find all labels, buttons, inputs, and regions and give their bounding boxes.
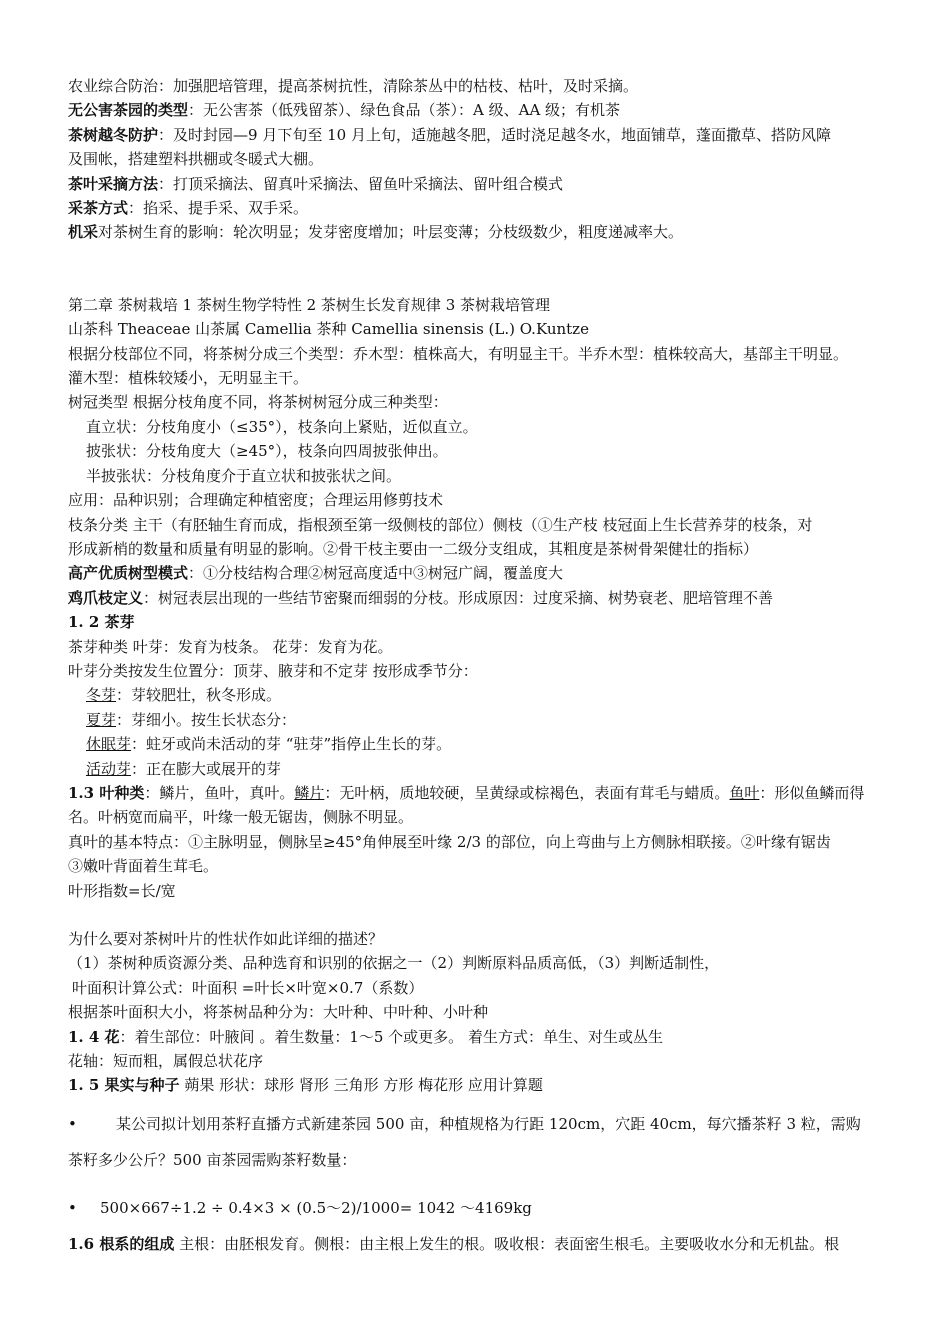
text-line [68,415,898,439]
text-line [68,390,898,414]
bold-term: 1. 4 花 [68,1027,120,1046]
paragraph-text: 披张状：分枝角度大（≥45°），枝条向四周披张伸出。 [86,442,448,461]
paragraph-text: 根据分枝部位不同，将茶树分成三个类型：乔木型：植株高大，有明显主干。半乔木型：植株较高大，基部主干明显。 [68,344,849,363]
spacer [68,903,898,927]
text-line [68,1142,898,1178]
paragraph-text: ：鳞片，鱼叶，真叶。 [144,783,295,802]
chapter-heading [68,293,898,317]
spacer [68,245,898,293]
paragraph-text: 茶籽多少公斤？500 亩茶园需购茶籽数量： [68,1150,357,1169]
paragraph-text: 半披张状：分枝角度介于直立状和披张状之间。 [86,466,402,485]
paragraph-text: 枝条分类 主干（有胚轴生育而成，指根颈至第一级侧枝的部位）侧枝（①生产枝 枝冠面上生长营养芽的枝条，对 [68,515,813,534]
text-line [68,74,898,98]
paragraph-text: ：正在膨大或展开的芽 [131,759,282,778]
bullet-icon: • [68,1114,77,1133]
bold-term: 鸡爪枝定义 [68,588,144,607]
text-line [68,317,898,341]
text-line [68,586,898,610]
document-page [68,74,898,1262]
text-line [68,659,898,683]
paragraph-text: 茶芽种类 叶芽：发育为枝条。 花芽：发育为花。 [68,637,393,656]
paragraph-text: 叶芽分类按发生位置分：顶芽、腋芽和不定芽 按形成季节分： [68,661,478,680]
paragraph-text: ：蛀牙或尚未活动的芽 “驻芽”指停止生长的芽。 [131,735,452,754]
bold-term: 茶树越冬防护 [68,125,159,144]
bold-term: 1. 5 果实与种子 [68,1076,180,1095]
bold-term: 1.3 叶种类 [68,783,145,802]
text-line [68,927,898,951]
underlined-term: 休眠芽 [86,735,132,754]
bullet-icon: • [68,1198,77,1217]
paragraph-text: ：树冠表层出现的一些结节密聚而细弱的分枝。形成原因：过度采摘、树势衰老、肥培管理不善 [143,588,774,607]
paragraph-text: 为什么要对茶树叶片的性状作如此详细的描述？ [68,930,384,948]
text-line [68,879,898,903]
paragraph-text: ：打顶采摘法、留真叶采摘法、留鱼叶采摘法、留叶组合模式 [158,174,564,193]
text-line [68,439,898,463]
paragraph-text: 真叶的基本特点：①主脉明显，侧脉呈≥45°角伸展至叶缘 2/3 的部位，向上弯曲与上方侧脉相联接。②叶缘有锯齿 [68,832,831,851]
underlined-term: 冬芽 [86,686,117,705]
paragraph-text: 某公司拟计划用茶籽直播方式新建茶园 500 亩，种植规格为行距 120cm，穴距 40cm，每穴播茶籽 3 粒，需购 [116,1114,861,1133]
paragraph-text: 蒴果 形状：球形 肾形 三角形 方形 梅花形 应用计算题 [179,1076,543,1095]
paragraph-text: 主根：由胚根发育。侧根：由主根上发生的根。吸收根：表面密生根毛。主要吸收水分和无机盐。根 [174,1234,840,1253]
paragraph-text: 应用：品种识别；合理确定种植密度；合理运用修剪技术 [68,491,444,510]
text-line [68,123,898,147]
text-line [68,854,898,878]
text-line [68,781,898,805]
paragraph-text: 树冠类型 根据分枝角度不同，将茶树树冠分成三种类型： [68,393,448,412]
text-line [68,708,898,732]
paragraph-text: 对茶树生育的影响：轮次明显；发芽密度增加；叶层变薄；分枝级数少，粗度递减率大。 [98,223,684,242]
text-line [68,220,898,244]
text-line [68,342,898,366]
paragraph-text: 形成新梢的数量和质量有明显的影响。②骨干枝主要由一二级分支组成，其粗度是茶树骨架健壮的指标） [68,539,759,558]
paragraph-text: ：及时封园—9 月下旬至 10 月上旬，适施越冬肥，适时浇足越冬水，地面铺草，蓬面撒草、搭防风障 [158,125,831,144]
paragraph-text: 叶形指数=长/宽 [68,881,176,900]
text-line [68,976,898,1000]
section-heading [68,610,898,634]
underlined-term: 夏芽 [86,710,117,729]
paragraph-text: 农业综合防治：加强肥培管理，提高茶树抗性，清除茶丛中的枯枝、枯叶，及时采摘。 [68,77,639,95]
text-line [68,951,898,975]
bold-term: 茶叶采摘方法 [68,174,159,193]
underlined-term: 鳞片 [294,783,325,802]
bold-term: 无公害茶园的类型 [68,101,189,120]
text-line [68,635,898,659]
underlined-term: 鱼叶 [729,783,760,802]
bold-term: 1. 2 茶芽 [68,613,135,632]
text-line [68,1073,898,1097]
text-line [68,196,898,220]
paragraph-text: 及围帐，搭建塑料拱棚或冬暖式大棚。 [68,150,324,169]
paragraph-text: 直立状：分枝角度小（≤35°），枝条向上紧贴，近似直立。 [86,417,478,436]
text-line [68,537,898,561]
bullet-item [68,1190,898,1226]
paragraph-text: ：形似鱼鳞而得 [759,783,865,802]
text-line [68,366,898,390]
text-line [68,513,898,537]
text-line [68,732,898,756]
paragraph-text: （1）茶树种质资源分类、品种选育和识别的依据之一（2）判断原料品质高低，（3）判断适制性， [68,954,720,973]
text-line [68,805,898,829]
text-line [68,1025,898,1049]
text-line [68,464,898,488]
paragraph-text: ：无公害茶（低残留茶）、绿色食品（茶）：A 级、AA 级；有机茶 [188,101,621,120]
text-line [68,1000,898,1024]
text-line [68,98,898,122]
paragraph-text: 第二章 茶树栽培 1 茶树生物学特性 2 茶树生长发育规律 3 茶树栽培管理 [68,295,551,314]
paragraph-text: 根据茶叶面积大小，将茶树品种分为：大叶种、中叶种、小叶种 [68,1003,489,1022]
text-line [68,757,898,781]
text-line [68,561,898,585]
bold-term: 机采 [68,223,99,242]
paragraph-text: ：无叶柄，质地较硬，呈黄绿或棕褐色，表面有茸毛与蜡质。 [324,783,730,802]
paragraph-text: ③嫩叶背面着生茸毛。 [68,857,219,876]
paragraph-text: 叶面积计算公式：叶面积 =叶长×叶宽×0.7（系数） [72,978,424,997]
bold-term: 高产优质树型模式 [68,564,189,583]
text-line [68,1226,898,1262]
paragraph-text: ：芽较肥壮，秋冬形成。 [116,686,282,705]
paragraph-text: ：芽细小。按生长状态分： [116,710,297,729]
bold-term: 采茶方式 [68,199,129,218]
text-line [68,488,898,512]
paragraph-text: 名。叶柄宽而扁平，叶缘一般无锯齿，侧脉不明显。 [68,808,414,827]
text-line [68,172,898,196]
paragraph-text: 花轴：短而粗，属假总状花序 [68,1052,264,1071]
paragraph-text: ：①分枝结构合理②树冠高度适中③树冠广阔，覆盖度大 [188,564,564,583]
text-line [68,830,898,854]
paragraph-text: ：掐采、提手采、双手采。 [128,199,309,218]
paragraph-text: 山茶科 Theaceae 山茶属 Camellia 茶种 Camellia sinensis (L.) O.Kuntze [68,320,589,339]
bold-term: 1.6 根系的组成 [68,1234,175,1253]
underlined-term: 活动芽 [86,759,132,778]
text-line [68,683,898,707]
text-line [68,1049,898,1073]
paragraph-text: 500×667÷1.2 ÷ 0.4×3 × (0.5～2)/1000= 1042 ～4169kg [100,1198,532,1217]
bullet-item [68,1106,898,1142]
paragraph-text: ：着生部位：叶腋间 。着生数量：1～5 个或更多。 着生方式：单生、对生或丛生 [119,1027,663,1046]
paragraph-text: 灌木型：植株较矮小，无明显主干。 [68,369,309,388]
text-line [68,147,898,171]
